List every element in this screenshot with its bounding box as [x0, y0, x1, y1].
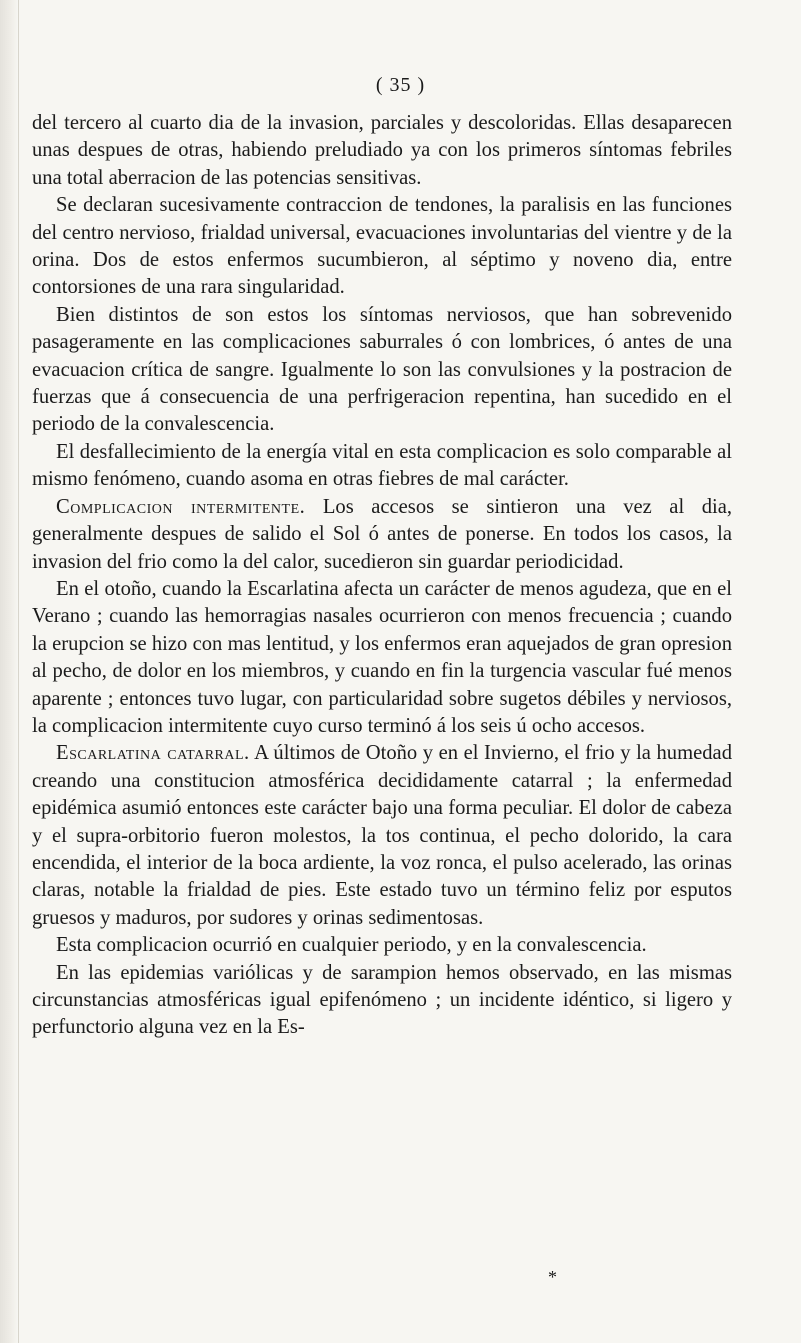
paragraph	[32, 439, 732, 494]
paragraph-text: En el otoño, cuando la Escarlatina afecta un carácter de menos agudeza, que en el Verano ; cuando las hemorragias nasales ocurrieron con menos frecuencia ; cuando la erupcion se hizo con mas lentitud, y los enfermos eran aquejados de gran opresion al pecho, de dolor en los miembros, y cuando en fin la turgencia vascular fué menos aparente ; entonces tuvo lugar, con particularidad sobre sugetos débiles y nerviosos, la complicacion intermitente cuyo curso terminó á los seis ú ocho accesos.	[32, 577, 732, 737]
paragraph	[32, 576, 732, 740]
section-heading: Complicacion intermitente.	[56, 495, 306, 518]
signature-mark: *	[548, 1267, 557, 1287]
paragraph	[32, 960, 732, 1042]
paragraph	[32, 192, 732, 302]
body-text	[32, 110, 732, 1042]
paragraph-text: del tercero al cuarto dia de la invasion, parciales y descoloridas. Ellas desaparecen unas despues de otras, habiendo preludiado ya con los primeros síntomas febriles una total aberracion de las potencias sensitivas.	[32, 112, 732, 189]
paragraph	[32, 302, 732, 439]
page-number: ( 35 )	[375, 74, 426, 96]
paragraph-text: Bien distintos de son estos los síntomas nerviosos, que han sobrevenido pasageramente en las complicaciones saburrales ó con lombrices, ó antes de una evacuacion crítica de sangre. Igualmente lo son las convulsiones y la postracion de fuerzas que á consecuencia de una perfrigeracion repentina, han sucedido en el periodo de la convalescencia.	[32, 303, 732, 436]
paragraph-text: Esta complicacion ocurrió en cualquier periodo, y en la convalescencia.	[56, 934, 647, 957]
page-gutter	[0, 0, 19, 1343]
paragraph-text: El desfallecimiento de la energía vital en esta complicacion es solo comparable al mismo fenómeno, cuando asoma en otras fiebres de mal carácter.	[32, 440, 732, 491]
paragraph	[32, 110, 732, 192]
paragraph	[32, 494, 732, 576]
paragraph-text: A últimos de Otoño y en el Invierno, el frio y la humedad creando una constitucion atmosférica decididamente catarral ; la enfermedad epidémica asumió entonces este carácter bajo una forma peculiar. El dolor de cabeza y el supra-orbitorio fueron molestos, la tos continua, el pecho dolorido, la cara encendida, el interior de la boca ardiente, la voz ronca, el pulso acelerado, las orinas claras, notable la frialdad de pies. Este estado tuvo un término feliz por esputos gruesos y maduros, por sudores y orinas sedimentosas.	[32, 742, 732, 929]
section-heading: Escarlatina catarral.	[56, 742, 250, 765]
paragraph-text: En las epidemias variólicas y de sarampion hemos observado, en las mismas circunstancias atmosféricas igual epifenómeno ; un incidente idéntico, si ligero y perfunctorio alguna vez en la Es-	[32, 961, 732, 1039]
paragraph	[32, 932, 732, 959]
paragraph-text: Los accesos se sintieron una vez al dia, generalmente despues de salido el Sol ó antes de ponerse. En todos los casos, la invasion del frio como la del calor, sucedieron sin guardar periodicidad.	[32, 495, 733, 573]
paragraph-text: Se declaran sucesivamente contraccion de tendones, la paralisis en las funciones del centro nervioso, frialdad universal, evacuaciones involuntarias del vientre y de la orina. Dos de estos enfermos sucumbieron, al séptimo y noveno dia, entre contorsiones de una rara singularidad.	[32, 194, 732, 299]
paragraph	[32, 740, 732, 932]
